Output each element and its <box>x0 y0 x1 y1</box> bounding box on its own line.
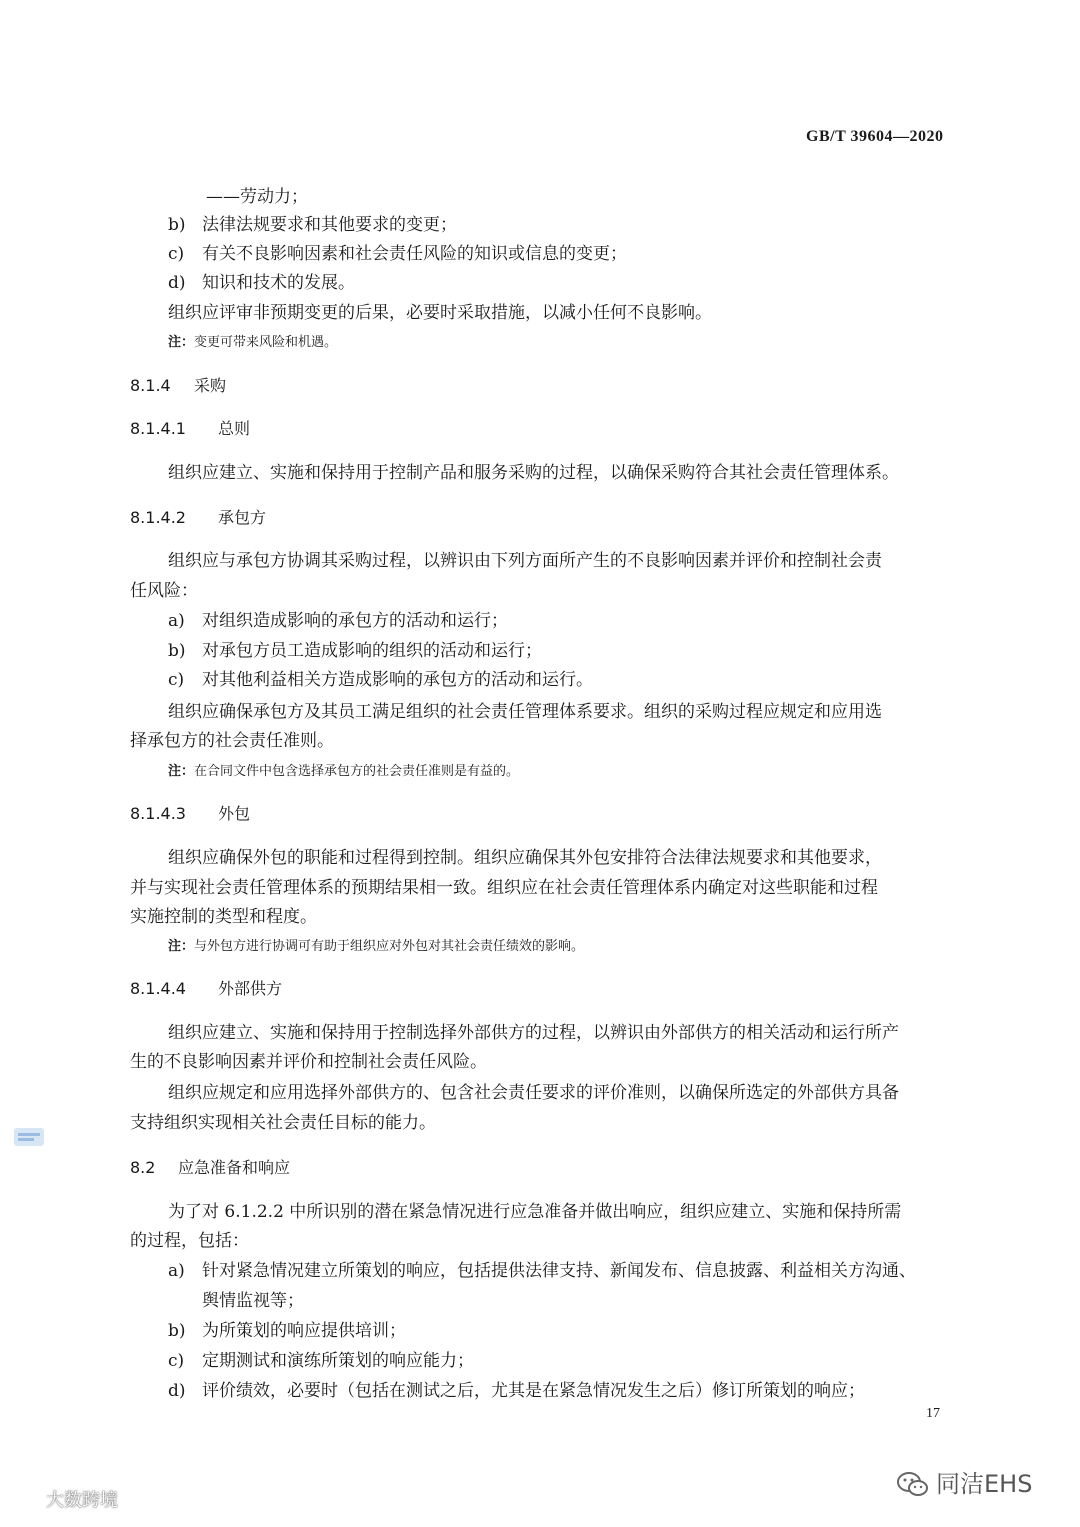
watermark-left-text: 大数跨境 <box>46 1490 118 1511</box>
list-item-a <box>168 606 508 631</box>
list-label: b) <box>168 1321 186 1341</box>
list-label: d) <box>168 273 186 293</box>
paragraph-cont: 择承包方的社会责任准则。 <box>130 731 334 751</box>
standard-number: GB/T 39604—2020 <box>806 128 944 145</box>
list-item-labor: ——劳动力； <box>206 187 308 207</box>
note-text: 变更可带来风险和机遇。 <box>194 335 338 350</box>
paragraph: 组织应评审非预期变更的后果，必要时采取措施，以减小任何不良影响。 <box>168 303 712 323</box>
paragraph: 为了对 6.1.2.2 中所识别的潜在紧急情况进行应急准备并做出响应，组织应建立、实施和保持所需 <box>168 1202 902 1222</box>
list-text: 评价绩效，必要时（包括在测试之后，尤其是在紧急情况发生之后）修订所策划的响应； <box>202 1381 865 1401</box>
section-number: 8.1.4.1 <box>130 419 186 438</box>
section-heading-8-2 <box>130 1155 290 1178</box>
list-item-d <box>168 268 355 293</box>
section-title: 外部供方 <box>218 979 283 998</box>
side-logo-icon <box>14 1128 44 1146</box>
list-item-b <box>168 1316 406 1341</box>
list-label: c) <box>168 244 185 264</box>
list-label: c) <box>168 670 185 690</box>
section-heading-8-1-4-3 <box>130 801 250 824</box>
paragraph: 组织应建立、实施和保持用于控制产品和服务采购的过程，以确保采购符合其社会责任管理体系。 <box>168 463 899 483</box>
section-number: 8.1.4.3 <box>130 804 186 823</box>
paragraph-cont: 任风险： <box>130 581 198 601</box>
section-title: 采购 <box>194 376 227 395</box>
wechat-icon <box>896 1471 930 1499</box>
section-number: 8.1.4 <box>130 376 171 395</box>
paragraph-cont: 并与实现社会责任管理体系的预期结果相一致。组织应在社会责任管理体系内确定对这些职能和过程 <box>130 878 878 898</box>
list-text: 知识和技术的发展。 <box>202 273 355 293</box>
list-item-b <box>168 210 457 235</box>
note <box>168 331 337 350</box>
note <box>168 935 584 954</box>
list-item-d <box>168 1376 865 1401</box>
note-label: 注： <box>168 335 195 350</box>
section-heading-8-1-4-4 <box>130 976 282 999</box>
list-text: 为所策划的响应提供培训； <box>202 1321 406 1341</box>
watermark-right-text: 同洁EHS <box>936 1470 1033 1498</box>
list-text-cont: 舆情监视等； <box>202 1291 304 1311</box>
section-title: 应急准备和响应 <box>178 1158 291 1177</box>
note-label: 注： <box>168 764 195 779</box>
list-item-b <box>168 636 542 661</box>
watermark-logo-icon <box>8 1492 42 1510</box>
section-number: 8.1.4.4 <box>130 979 186 998</box>
paragraph: 组织应与承包方协调其采购过程，以辨识由下列方面所产生的不良影响因素并评价和控制社会责 <box>168 551 882 571</box>
section-title: 总则 <box>218 419 251 438</box>
section-heading-8-1-4-2 <box>130 505 266 528</box>
list-text: 定期测试和演练所策划的响应能力； <box>202 1351 474 1371</box>
paragraph: 组织应确保承包方及其员工满足组织的社会责任管理体系要求。组织的采购过程应规定和应用选 <box>168 702 882 722</box>
paragraph-cont: 支持组织实现相关社会责任目标的能力。 <box>130 1113 436 1133</box>
list-label: a) <box>168 1261 185 1281</box>
paragraph: 组织应建立、实施和保持用于控制选择外部供方的过程，以辨识由外部供方的相关活动和运行所产 <box>168 1023 899 1043</box>
list-label: b) <box>168 641 186 661</box>
list-item-a <box>168 1256 916 1281</box>
section-number: 8.2 <box>130 1158 156 1177</box>
paragraph-cont: 的过程，包括： <box>130 1231 249 1251</box>
section-heading-8-1-4-1 <box>130 416 250 439</box>
paragraph-cont: 生的不良影响因素并评价和控制社会责任风险。 <box>130 1052 487 1072</box>
note-text: 与外包方进行协调可有助于组织应对外包对其社会责任绩效的影响。 <box>194 939 585 954</box>
list-item-c <box>168 1346 474 1371</box>
note-label: 注： <box>168 939 195 954</box>
note-text: 在合同文件中包含选择承包方的社会责任准则是有益的。 <box>194 764 520 779</box>
section-title: 外包 <box>218 804 251 823</box>
list-text: 针对紧急情况建立所策划的响应，包括提供法律支持、新闻发布、信息披露、利益相关方沟通、 <box>202 1261 916 1281</box>
list-item-c <box>168 239 627 264</box>
note <box>168 760 519 779</box>
section-title: 承包方 <box>218 508 267 527</box>
list-text: 对其他利益相关方造成影响的承包方的活动和运行。 <box>202 670 593 690</box>
paragraph-cont: 实施控制的类型和程度。 <box>130 907 317 927</box>
section-number: 8.1.4.2 <box>130 508 186 527</box>
list-text: 法律法规要求和其他要求的变更； <box>202 215 457 235</box>
list-label: a) <box>168 611 185 631</box>
paragraph: 组织应确保外包的职能和过程得到控制。组织应确保其外包安排符合法律法规要求和其他要求， <box>168 848 882 868</box>
watermark-left <box>8 1486 118 1512</box>
watermark-right <box>896 1464 1032 1499</box>
list-text: 对承包方员工造成影响的组织的活动和运行； <box>202 641 542 661</box>
page-number: 17 <box>926 1406 940 1421</box>
list-label: c) <box>168 1351 185 1371</box>
list-label: b) <box>168 215 186 235</box>
list-text: 对组织造成影响的承包方的活动和运行； <box>202 611 508 631</box>
list-item-c <box>168 665 593 690</box>
paragraph: 组织应规定和应用选择外部供方的、包含社会责任要求的评价准则，以确保所选定的外部供方具备 <box>168 1083 899 1103</box>
section-heading-8-1-4 <box>130 373 226 396</box>
list-text: 有关不良影响因素和社会责任风险的知识或信息的变更； <box>202 244 627 264</box>
list-label: d) <box>168 1381 186 1401</box>
